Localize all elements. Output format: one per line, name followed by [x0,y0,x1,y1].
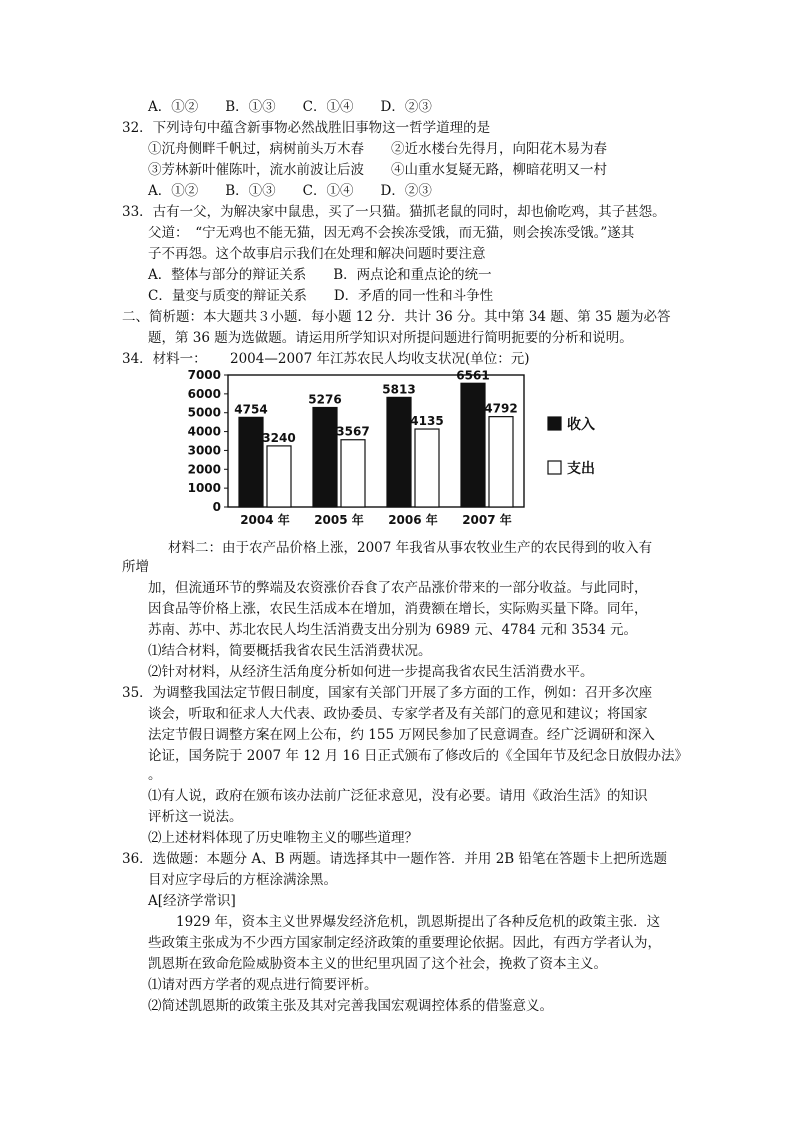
income-bar [461,383,485,507]
q35-question2: ⑵上述材料体现了历史唯物主义的哪些道理？ [148,830,418,846]
x-category-label: 2007 年 [462,513,512,527]
q35-question1-line2: 评析这一说法。 [148,809,243,825]
q36-line1: 36．选做题：本题分 A、B 两题。请选择其中一题作答．并用 2B 铅笔在答题卡上把所选题 [122,851,668,867]
q32-stem: 32．下列诗句中蕴含新事物必然战胜旧事物这一哲学道理的是 [122,120,491,136]
q36-section-a: A[经济学常识] [148,893,236,909]
q33-line1: 33．古有一父，为解决家中鼠患，买了一只猫。猫抓老鼠的同时，却也偷吃鸡，其子甚怨。 [122,204,666,220]
q32-choices-line1: ①沉舟侧畔千帆过，病树前头万木春 ②近水楼台先得月，向阳花木易为春 [148,141,607,157]
y-tick-label: 7000 [187,368,221,382]
bar-value-label: 4754 [234,402,268,417]
q35-line3: 法定节假日调整方案在网上公布，约 155 万网民参加了民意调查。经广泛调研和深入 [148,727,655,743]
y-tick-label: 1000 [187,481,221,496]
q36-para-line1: 1929 年，资本主义世界爆发经济危机，凯恩斯提出了各种反危机的政策主张．这 [176,914,661,930]
q33-line2: 父道： “宁无鸡也不能无猫，因无鸡不会挨冻受饿，而无猫，则会挨冻受饿。”遂其 [148,225,635,241]
q32-options: A．①② B．①③ C．①④ D．②③ [148,183,432,199]
y-tick-label: 6000 [187,386,221,401]
q34-material2-line1b: 所增 [122,559,149,575]
chart-title: 2004—2007 年江苏农民人均收支状况(单位：元) [230,351,530,367]
q33-options-cd: C．量变与质变的辩证关系 D．矛盾的同一性和斗争性 [148,288,494,304]
q35-question1-line1: ⑴有人说，政府在颁布该办法前广泛征求意见，没有必要。请用《政治生活》的知识 [148,788,648,804]
q36-question1: ⑴请对西方学者的观点进行简要评析。 [148,977,378,993]
bar-value-label: 3240 [262,430,296,445]
q36-para-line2: 些政策主张成为不少西方国家制定经济政策的重要理论依据。因此，有西方学者认为， [148,935,661,951]
q34-material2-line4: 苏南、苏中、苏北农民人均生活消费支出分别为 6989 元、4784 元和 3534 元。 [148,622,638,638]
bar-value-label: 6561 [456,368,490,383]
q35-line4: 论证，国务院于 2007 年 12 月 16 日正式颁布了修改后的《全国年节及纪念日放假办法》 [148,748,688,764]
q34-material1-label: 34．材料一： [122,351,207,367]
q34-material2-line2: 加，但流通环节的弊端及农资涨价吞食了农产品涨价带来的一部分收益。与此同时， [148,580,648,596]
q34-question1: ⑴结合材料，简要概括我省农民生活消费状况。 [148,643,432,659]
expense-bar [489,417,513,507]
q33-options-ab: A．整体与部分的辩证关系 B．两点论和重点论的统一 [148,267,492,283]
q34-question2: ⑵针对材料，从经济生活角度分析如何进一步提高我省农民生活消费水平。 [148,664,594,680]
x-category-label: 2004 年 [240,513,290,527]
q35-line2: 谈会，听取和征求人大代表、政协委员、专家学者及有关部门的意见和建议；将国家 [148,706,648,722]
q36-para-line3: 凯恩斯在致命危险威胁资本主义的世纪里巩固了这个社会，挽救了资本主义。 [148,956,607,972]
x-category-label: 2005 年 [314,513,364,527]
expense-bar [341,440,365,507]
y-tick-label: 2000 [187,462,221,477]
y-tick-label: 5000 [187,405,221,420]
y-tick-label: 4000 [187,424,221,439]
q36-line2: 目对应字母后的方框涂满涂黑。 [148,872,337,888]
legend-label: 收入 [567,417,595,433]
expense-bar [267,446,291,507]
income-bar [239,417,263,507]
legend-swatch [548,417,561,430]
bar-value-label: 5276 [308,392,342,407]
q35-line5: 。 [148,767,162,783]
q35-line1: 35．为调整我国法定节假日制度，国家有关部门开展了多方面的工作，例如：召开多次座 [122,685,653,701]
expense-bar [415,429,439,507]
y-tick-label: 3000 [187,443,221,458]
x-category-label: 2006 年 [388,513,438,527]
section2-heading: 二、简析题：本大题共３小题．每小题 12 分．共计 36 分。其中第 34 题、第 35 题为必答 [122,309,671,325]
bar-value-label: 5813 [382,382,416,397]
legend-label: 支出 [567,461,595,477]
income-bar [387,397,411,507]
q34-material2-line1: 材料二：由于农产品价格上涨，2007 年我省从事农牧业生产的农民得到的收入有 [168,540,653,556]
bar-value-label: 4792 [484,401,518,416]
q31-options: A．①② B．①③ C．①④ D．②③ [148,99,432,115]
bar-value-label: 4135 [410,414,444,429]
bar-value-label: 3567 [336,424,370,439]
q34-material2-line3: 因食品等价格上涨，农民生活成本在增加，消费额在增长，实际购买量下降。同年， [148,601,648,617]
y-tick-label: 0 [212,500,221,514]
legend-swatch [548,461,561,474]
q32-choices-line2: ③芳林新叶催陈叶，流水前波让后波 ④山重水复疑无路，柳暗花明又一村 [148,162,607,178]
q33-line3: 子不再怨。这个故事启示我们在处理和解决问题时要注意 [148,246,486,262]
section2-heading-cont: 题，第 36 题为选做题。请运用所学知识对所提问题进行简明扼要的分析和说明。 [148,330,633,346]
income-expense-bar-chart [176,367,610,532]
q36-question2: ⑵简述凯恩斯的政策主张及其对完善我国宏观调控体系的借鉴意义。 [148,998,553,1014]
income-bar [313,408,337,507]
